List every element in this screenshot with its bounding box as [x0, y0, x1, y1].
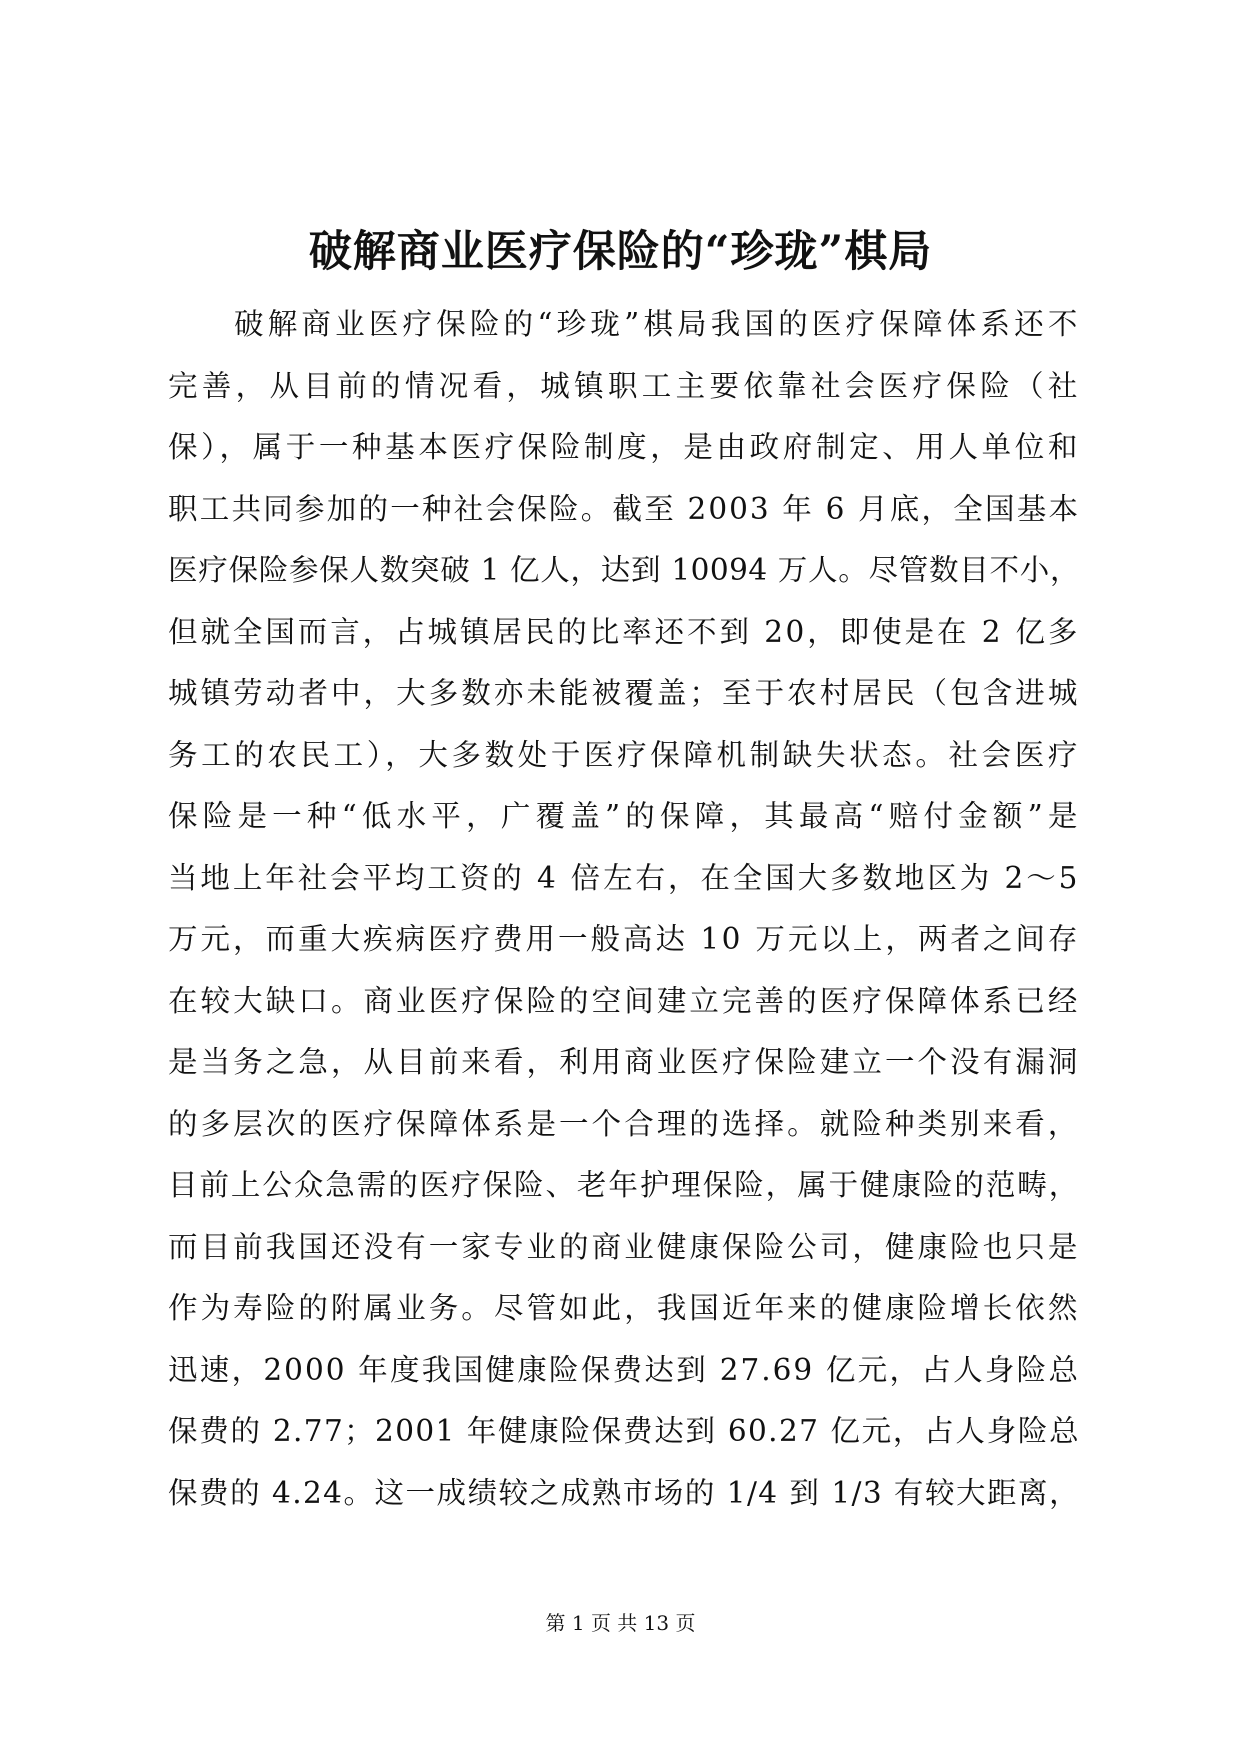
document-title: 破解商业医疗保险的“珍珑”棋局 [308, 227, 933, 277]
text-line: 的多层次的医疗保障体系是一个合理的选择。就险种类别来看， [168, 1106, 1080, 1141]
text-line: 万元，而重大疾病医疗费用一般高达 10 万元以上，两者之间存 [168, 922, 1080, 956]
body-paragraph [168, 294, 1080, 1524]
text-line: 而目前我国还没有一家专业的商业健康保险公司，健康险也只是 [168, 1229, 1080, 1264]
text-line: 目前上公众急需的医疗保险、老年护理保险，属于健康险的范畴， [168, 1168, 1080, 1202]
text-line: 当地上年社会平均工资的 4 倍左右，在全国大多数地区为 2～5 [168, 860, 1080, 895]
text-line: 保费的 2.77；2001 年健康险保费达到 60.27 亿元，占人身险总 [168, 1414, 1080, 1448]
text-line: 完善，从目前的情况看，城镇职工主要依靠社会医疗保险（社 [168, 368, 1080, 403]
text-line: 保），属于一种基本医疗保险制度，是由政府制定、用人单位和 [168, 430, 1080, 464]
text-line: 保费的 4.24。这一成绩较之成熟市场的 1/4 到 1/3 有较大距离， [168, 1475, 1080, 1510]
page-footer: 第 1 页 共 13 页 [545, 1611, 696, 1635]
text-line: 职工共同参加的一种社会保险。截至 2003 年 6 月底，全国基本 [168, 491, 1080, 526]
text-line: 保险是一种“低水平，广覆盖”的保障，其最高“赔付金额”是 [168, 799, 1080, 833]
text-line: 务工的农民工），大多数处于医疗保障机制缺失状态。社会医疗 [168, 737, 1080, 772]
text-line: 但就全国而言，占城镇居民的比率还不到 20，即使是在 2 亿多 [168, 614, 1080, 649]
text-line: 是当务之急，从目前来看，利用商业医疗保险建立一个没有漏洞 [168, 1045, 1080, 1079]
text-line: 城镇劳动者中，大多数亦未能被覆盖；至于农村居民（包含进城 [168, 676, 1080, 710]
text-line: 医疗保险参保人数突破 1 亿人，达到 10094 万人。尽管数目不小， [168, 553, 1080, 587]
text-line: 迅速，2000 年度我国健康险保费达到 27.69 亿元，占人身险总 [168, 1352, 1080, 1387]
text-line: 在较大缺口。商业医疗保险的空间建立完善的医疗保障体系已经 [168, 983, 1080, 1018]
text-line: 作为寿险的附属业务。尽管如此，我国近年来的健康险增长依然 [168, 1291, 1080, 1325]
text-line: 破解商业医疗保险的“珍珑”棋局我国的医疗保障体系还不 [234, 307, 1080, 341]
